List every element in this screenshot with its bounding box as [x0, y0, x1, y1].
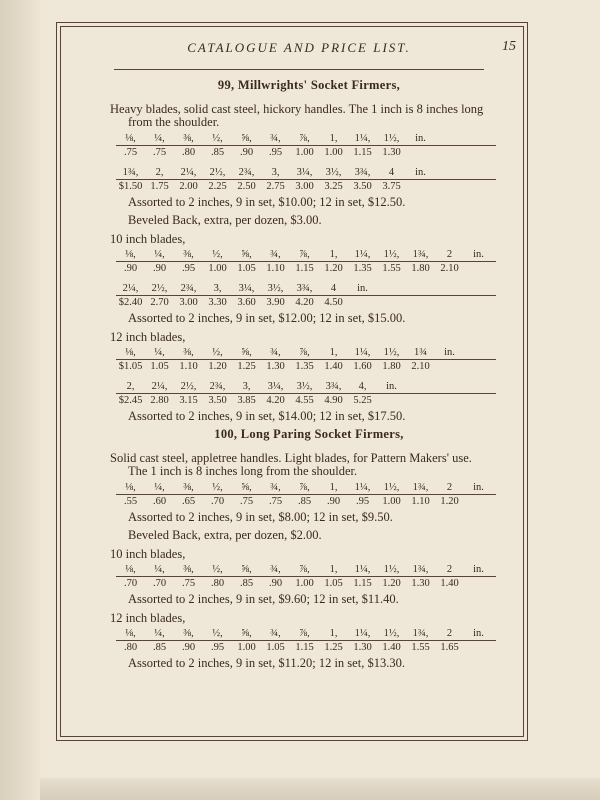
price-cell: .85	[239, 578, 254, 589]
size-cell: ⅝,	[241, 628, 252, 639]
size-cell: 1¼,	[354, 564, 371, 575]
price-note: Assorted to 2 inches, 9 in set, $11.20; 12 in set, $13.30.	[128, 656, 405, 670]
price-cell	[377, 395, 406, 406]
price-row	[116, 360, 496, 372]
size-cell: ¼,	[154, 628, 165, 639]
size-cell: 3¼,	[238, 283, 255, 294]
size-cell: ½,	[212, 564, 223, 575]
size-cell: 3¾,	[354, 167, 371, 178]
price-cell: 1.20	[324, 263, 343, 274]
size-cell: ½,	[212, 347, 223, 358]
blade-length-heading: 12 inch blades,	[110, 611, 186, 625]
size-cell: 1½,	[383, 347, 400, 358]
size-cell: ¾,	[270, 628, 281, 639]
size-row	[116, 482, 496, 495]
size-cell: ¼,	[154, 133, 165, 144]
size-cell: ¾,	[270, 133, 281, 144]
size-cell: 2¼,	[151, 381, 168, 392]
size-cell: 1½,	[383, 249, 400, 260]
price-cell: 2.75	[266, 181, 285, 192]
row-spacer	[116, 274, 496, 280]
blade-length-heading: 10 inch blades,	[110, 232, 186, 246]
price-cell: 3.90	[266, 297, 285, 308]
price-cell: 1.25	[237, 361, 256, 372]
price-table	[116, 167, 496, 192]
page-header	[84, 40, 514, 60]
price-cell: 3.25	[324, 181, 343, 192]
size-cell: 3,	[271, 167, 280, 178]
price-cell: 1.00	[295, 147, 314, 158]
size-cell: ⅛,	[125, 564, 136, 575]
price-table	[116, 249, 496, 280]
size-row	[116, 564, 496, 577]
price-cell: 1.25	[324, 642, 343, 653]
price-cell: 1.60	[353, 361, 372, 372]
price-row	[116, 577, 496, 589]
price-list-content	[110, 78, 500, 674]
description-line: from the shoulder.	[128, 115, 220, 129]
price-table	[116, 564, 496, 589]
size-cell: 3¾,	[325, 381, 342, 392]
size-cell: ¼,	[154, 249, 165, 260]
price-cell: 1.05	[150, 361, 169, 372]
price-row	[116, 296, 496, 308]
size-cell: 1½,	[383, 482, 400, 493]
price-row	[116, 641, 496, 653]
size-cell: ⅝,	[241, 133, 252, 144]
price-table	[116, 482, 496, 507]
price-cell: 1.40	[440, 578, 459, 589]
price-note: Assorted to 2 inches, 9 in set, $10.00; 12 in set, $12.50.	[128, 195, 406, 209]
price-cell: 1.55	[411, 642, 430, 653]
price-cell: 1.05	[324, 578, 343, 589]
price-cell: 1.35	[353, 263, 372, 274]
price-cell: $2.45	[118, 395, 143, 406]
size-cell: 1¾,	[412, 482, 429, 493]
price-cell: 3.15	[179, 395, 198, 406]
price-cell: 1.00	[208, 263, 227, 274]
size-cell: ½,	[212, 482, 223, 493]
price-cell: .80	[181, 147, 196, 158]
size-cell: 2	[446, 628, 453, 639]
size-cell: ⅝,	[241, 347, 252, 358]
size-cell: ⅞,	[299, 564, 310, 575]
price-cell: 1.80	[382, 361, 401, 372]
size-cell: 1¾,	[122, 167, 139, 178]
price-cell: 2.10	[411, 361, 430, 372]
price-cell: 3.60	[237, 297, 256, 308]
price-table	[116, 347, 496, 378]
price-cell: 2.80	[150, 395, 169, 406]
price-cell: 1.00	[295, 578, 314, 589]
size-cell: 4	[388, 167, 395, 178]
size-cell: 3,	[213, 283, 222, 294]
size-cell: ¾,	[270, 482, 281, 493]
size-cell: 2	[446, 249, 453, 260]
price-table	[116, 381, 496, 406]
size-row	[116, 167, 496, 180]
price-cell: 1.30	[266, 361, 285, 372]
price-note: Assorted to 2 inches, 9 in set, $12.00; 12 in set, $15.00.	[128, 311, 406, 325]
price-cell: 1.00	[382, 496, 401, 507]
size-row	[116, 283, 496, 296]
product-section	[110, 78, 500, 424]
size-cell: ¼,	[154, 482, 165, 493]
price-cell: 2.50	[237, 181, 256, 192]
price-cell: .90	[268, 578, 283, 589]
book-gutter	[0, 0, 42, 800]
price-cell: .90	[326, 496, 341, 507]
size-cell: 2	[446, 482, 453, 493]
row-spacer	[116, 158, 496, 164]
size-cell: in.	[473, 249, 484, 260]
size-cell: 3½,	[267, 283, 284, 294]
size-cell: 2,	[126, 381, 135, 392]
section-description	[110, 103, 500, 129]
size-cell: 3,	[242, 381, 251, 392]
size-cell: ⅛,	[125, 347, 136, 358]
price-cell: 4.20	[266, 395, 285, 406]
size-cell: ⅛,	[125, 249, 136, 260]
price-cell: .55	[123, 496, 138, 507]
running-title: CATALOGUE AND PRICE LIST.	[187, 40, 411, 55]
size-cell: in.	[415, 133, 426, 144]
price-table	[116, 628, 496, 653]
section-title: 99, Millwrights' Socket Firmers,	[217, 78, 401, 92]
price-row	[116, 180, 496, 192]
blade-length-heading: 12 inch blades,	[110, 330, 186, 344]
size-cell: 3½,	[296, 381, 313, 392]
size-cell: ½,	[212, 628, 223, 639]
size-cell: in.	[415, 167, 426, 178]
size-cell: 3½,	[325, 167, 342, 178]
size-cell: in.	[357, 283, 368, 294]
price-cell: .60	[152, 496, 167, 507]
size-cell: 1,	[329, 249, 338, 260]
description-line: Heavy blades, solid cast steel, hickory handles. The 1 inch is 8 inches long	[110, 102, 484, 116]
price-cell: 1.30	[382, 147, 401, 158]
price-cell: .65	[181, 496, 196, 507]
price-cell: 1.40	[324, 361, 343, 372]
price-cell: .95	[268, 147, 283, 158]
price-cell: .95	[210, 642, 225, 653]
size-cell: 2	[446, 564, 453, 575]
price-cell: .70	[123, 578, 138, 589]
price-row	[116, 146, 496, 158]
price-cell: .75	[152, 147, 167, 158]
size-cell: 1¼,	[354, 133, 371, 144]
size-cell: ⅛,	[125, 133, 136, 144]
size-cell: 1,	[329, 347, 338, 358]
price-cell: 1.30	[411, 578, 430, 589]
price-cell: .85	[210, 147, 225, 158]
size-cell: ⅞,	[299, 628, 310, 639]
page-bottom-edge	[40, 778, 600, 800]
price-cell: 3.00	[295, 181, 314, 192]
price-cell: 1.15	[353, 147, 372, 158]
price-note: Assorted to 2 inches, 9 in set, $14.00; 12 in set, $17.50.	[128, 409, 406, 423]
size-cell: 1¼,	[354, 482, 371, 493]
price-cell: $1.50	[118, 181, 143, 192]
size-cell: 3¼,	[296, 167, 313, 178]
price-cell: .80	[123, 642, 138, 653]
price-cell	[406, 147, 435, 158]
price-cell: .90	[152, 263, 167, 274]
size-cell: ¼,	[154, 347, 165, 358]
price-cell: .95	[181, 263, 196, 274]
size-cell: 2,	[155, 167, 164, 178]
size-cell: 1½,	[383, 133, 400, 144]
price-cell: 1.40	[382, 642, 401, 653]
price-cell: 1.35	[295, 361, 314, 372]
size-row	[116, 628, 496, 641]
price-cell: .75	[123, 147, 138, 158]
price-cell: 1.55	[382, 263, 401, 274]
size-cell: 3¾,	[296, 283, 313, 294]
price-note: Assorted to 2 inches, 9 in set, $8.00; 12 in set, $9.50.	[128, 510, 393, 524]
price-cell: 3.30	[208, 297, 227, 308]
page-number: 15	[502, 39, 516, 54]
price-cell: 1.10	[266, 263, 285, 274]
size-cell: ⅜,	[183, 628, 194, 639]
price-cell: 3.50	[353, 181, 372, 192]
description-line: Solid cast steel, appletree handles. Light blades, for Pattern Makers' use.	[110, 451, 472, 465]
size-cell: ½,	[212, 249, 223, 260]
size-row	[116, 347, 496, 360]
size-cell: in.	[444, 347, 455, 358]
size-cell: ¼,	[154, 564, 165, 575]
price-note: Assorted to 2 inches, 9 in set, $9.60; 12 in set, $11.40.	[128, 592, 399, 606]
size-cell: 2¾,	[180, 283, 197, 294]
price-cell: 1.65	[440, 642, 459, 653]
price-cell: 1.00	[324, 147, 343, 158]
price-cell: 2.10	[440, 263, 459, 274]
size-cell: ¾,	[270, 347, 281, 358]
price-cell: 1.75	[150, 181, 169, 192]
section-description	[110, 452, 500, 478]
size-cell: ¾,	[270, 564, 281, 575]
size-cell: ⅝,	[241, 482, 252, 493]
price-cell: 1.10	[179, 361, 198, 372]
price-cell: $2.40	[118, 297, 143, 308]
price-cell: 2.70	[150, 297, 169, 308]
price-cell: 3.75	[382, 181, 401, 192]
price-cell: .90	[181, 642, 196, 653]
size-cell: ⅜,	[183, 564, 194, 575]
price-cell	[406, 181, 435, 192]
price-cell: .75	[268, 496, 283, 507]
size-cell: 1½,	[383, 564, 400, 575]
size-cell: 1¾,	[412, 564, 429, 575]
size-cell: 1,	[329, 564, 338, 575]
price-cell: .90	[123, 263, 138, 274]
size-cell: 4	[330, 283, 337, 294]
blade-length-heading: 10 inch blades,	[110, 547, 186, 561]
size-cell: ½,	[212, 133, 223, 144]
size-cell: 1,	[329, 628, 338, 639]
price-cell: .70	[152, 578, 167, 589]
size-cell: 2½,	[151, 283, 168, 294]
size-cell: 1,	[329, 133, 338, 144]
size-cell: 3¼,	[267, 381, 284, 392]
price-cell: 1.20	[208, 361, 227, 372]
price-cell: 5.25	[353, 395, 372, 406]
price-cell	[464, 642, 493, 653]
size-cell: ⅝,	[241, 564, 252, 575]
size-cell: 1,	[329, 482, 338, 493]
price-cell: .75	[239, 496, 254, 507]
size-cell: 1¼,	[354, 628, 371, 639]
price-table	[116, 283, 496, 308]
price-cell: 4.55	[295, 395, 314, 406]
row-spacer	[116, 372, 496, 378]
size-cell: in.	[473, 564, 484, 575]
price-cell: 1.20	[440, 496, 459, 507]
size-cell: ⅛,	[125, 482, 136, 493]
price-cell: 1.15	[353, 578, 372, 589]
price-table	[116, 133, 496, 164]
size-cell: 1¾,	[412, 628, 429, 639]
size-cell: 1¼,	[354, 249, 371, 260]
size-cell: ⅞,	[299, 133, 310, 144]
size-cell: ⅛,	[125, 628, 136, 639]
price-cell: .75	[181, 578, 196, 589]
price-note: Beveled Back, extra, per dozen, $2.00.	[128, 528, 322, 542]
price-cell: .80	[210, 578, 225, 589]
size-cell: in.	[473, 628, 484, 639]
price-cell: 1.30	[353, 642, 372, 653]
size-cell: 2½,	[180, 381, 197, 392]
price-cell: 3.85	[237, 395, 256, 406]
price-cell: 1.00	[237, 642, 256, 653]
price-cell: .85	[297, 496, 312, 507]
price-cell: 4.50	[324, 297, 343, 308]
price-cell: 2.25	[208, 181, 227, 192]
size-cell: ⅜,	[183, 133, 194, 144]
price-note: Beveled Back, extra, per dozen, $3.00.	[128, 213, 322, 227]
price-cell: 1.15	[295, 642, 314, 653]
price-row	[116, 394, 496, 406]
size-row	[116, 249, 496, 262]
price-cell	[348, 297, 377, 308]
price-cell: .90	[239, 147, 254, 158]
price-cell: 1.05	[237, 263, 256, 274]
price-cell: 4.90	[324, 395, 343, 406]
size-cell: ⅜,	[183, 249, 194, 260]
price-cell: .85	[152, 642, 167, 653]
size-cell: 4,	[358, 381, 367, 392]
size-cell: 2½,	[209, 167, 226, 178]
price-cell	[464, 578, 493, 589]
product-section	[110, 427, 500, 671]
size-cell: in.	[473, 482, 484, 493]
size-cell: 2¾,	[238, 167, 255, 178]
price-cell: 3.50	[208, 395, 227, 406]
size-row	[116, 133, 496, 146]
price-cell: 1.15	[295, 263, 314, 274]
header-rule	[114, 69, 484, 70]
price-cell: 1.80	[411, 263, 430, 274]
size-cell: ⅞,	[299, 249, 310, 260]
price-row	[116, 262, 496, 274]
size-cell: in.	[386, 381, 397, 392]
price-cell: 3.00	[179, 297, 198, 308]
description-line: The 1 inch is 8 inches long from the shoulder.	[128, 464, 358, 478]
size-cell: ⅝,	[241, 249, 252, 260]
size-cell: 1¾	[413, 347, 428, 358]
price-cell: $1.05	[118, 361, 143, 372]
size-row	[116, 381, 496, 394]
price-cell	[435, 361, 464, 372]
price-cell: .95	[355, 496, 370, 507]
price-cell: 1.20	[382, 578, 401, 589]
size-cell: ⅜,	[183, 482, 194, 493]
price-cell: .70	[210, 496, 225, 507]
price-cell: 4.20	[295, 297, 314, 308]
size-cell: 1½,	[383, 628, 400, 639]
size-cell: ¾,	[270, 249, 281, 260]
size-cell: 2¾,	[209, 381, 226, 392]
size-cell: 1¼,	[354, 347, 371, 358]
section-title: 100, Long Paring Socket Firmers,	[214, 427, 404, 441]
size-cell: ⅜,	[183, 347, 194, 358]
price-row	[116, 495, 496, 507]
price-cell: 1.10	[411, 496, 430, 507]
price-cell	[464, 263, 493, 274]
size-cell: 1¾,	[412, 249, 429, 260]
size-cell: ⅞,	[299, 482, 310, 493]
size-cell: 2¼,	[122, 283, 139, 294]
size-cell: 2¼,	[180, 167, 197, 178]
size-cell: ⅞,	[299, 347, 310, 358]
price-cell: 2.00	[179, 181, 198, 192]
price-cell	[464, 496, 493, 507]
price-cell: 1.05	[266, 642, 285, 653]
